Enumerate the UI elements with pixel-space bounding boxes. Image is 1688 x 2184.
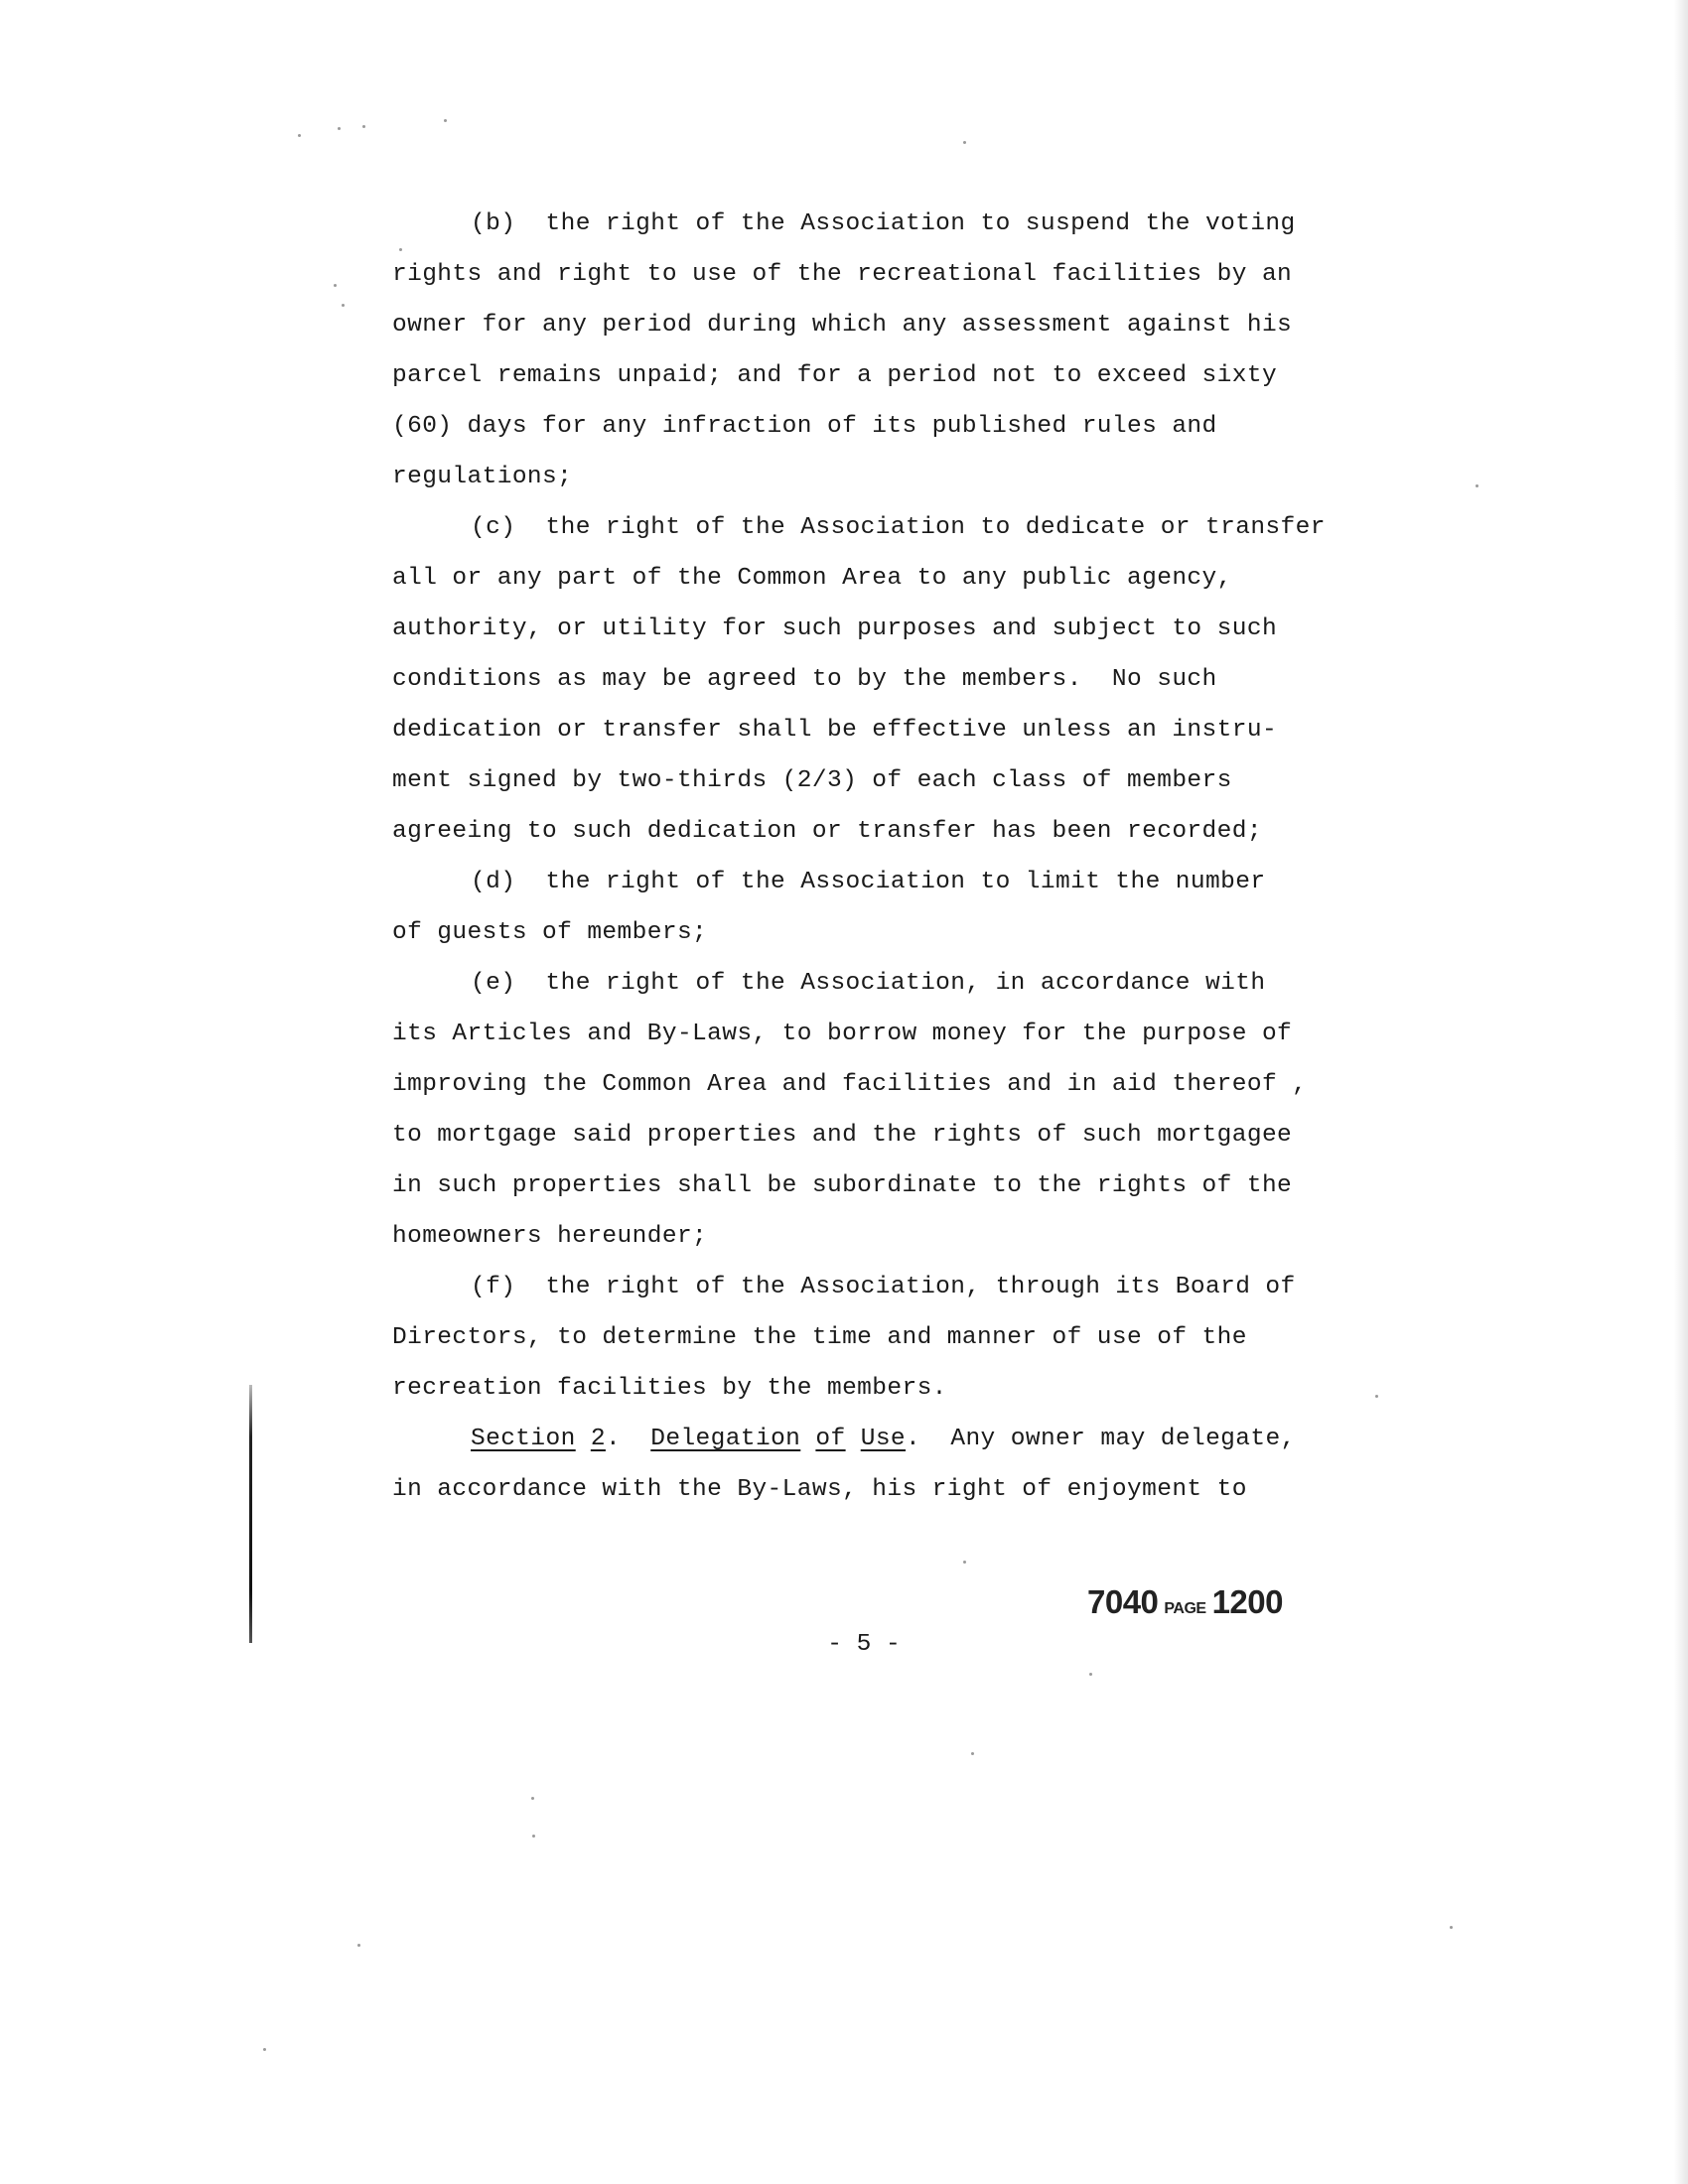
scan-speck: [532, 1835, 535, 1838]
recording-stamp: [1087, 1583, 1283, 1621]
scan-speck: [963, 141, 966, 144]
scan-speck: [263, 2048, 266, 2051]
section-2-line-2: in accordance with the By-Laws, his right of enjoyment to: [392, 1476, 1247, 1503]
body-text: [392, 199, 1345, 1515]
paragraph-c-line-2: all or any part of the Common Area to any public agency,: [392, 565, 1232, 592]
scan-speck: [334, 284, 337, 287]
paragraph-f-line-2: Directors, to determine the time and manner of use of the: [392, 1324, 1247, 1351]
paragraph-b-line-6: regulations;: [392, 464, 573, 490]
scan-speck: [1476, 484, 1478, 487]
section-2-lead-text: . Any owner may delegate,: [906, 1426, 1296, 1452]
paragraph-c-line-1: (c) the right of the Association to dedicate or transfer: [471, 514, 1326, 541]
scan-speck: [971, 1752, 974, 1755]
scan-speck: [399, 248, 402, 251]
section-title-delegation: Delegation: [650, 1426, 801, 1452]
paragraph-f-line-1: (f) the right of the Association, through its Board of: [471, 1274, 1296, 1300]
paragraph-e-line-6: homeowners hereunder;: [392, 1223, 708, 1250]
paragraph-e-line-2: its Articles and By-Laws, to borrow money for the purpose of: [392, 1021, 1293, 1047]
paragraph-c-line-4: conditions as may be agreed to by the members. No such: [392, 666, 1217, 693]
paragraph-b-line-4: parcel remains unpaid; and for a period not to exceed sixty: [392, 362, 1278, 389]
section-title-of: of: [815, 1426, 846, 1452]
recording-book-number: 7040: [1087, 1583, 1159, 1620]
scan-speck: [1375, 1395, 1378, 1398]
paragraph-e-line-4: to mortgage said properties and the rights of such mortgagee: [392, 1122, 1293, 1149]
scan-speck: [531, 1797, 534, 1800]
paragraph-f-line-3: recreation facilities by the members.: [392, 1375, 947, 1402]
section-number: 2: [590, 1426, 606, 1452]
paragraph-c-line-6: ment signed by two-thirds (2/3) of each class of members: [392, 767, 1232, 794]
scan-edge-shadow: [1674, 0, 1688, 2184]
paragraph-e-line-5: in such properties shall be subordinate to the rights of the: [392, 1172, 1293, 1199]
scan-speck: [1450, 1926, 1453, 1929]
paragraph-b-line-2: rights and right to use of the recreational facilities by an: [392, 261, 1293, 288]
scan-speck: [298, 134, 301, 137]
section-2-heading-line: Section 2. Delegation of Use. Any owner may delegate,: [471, 1426, 1296, 1452]
page-number: - 5 -: [827, 1631, 901, 1658]
paragraph-b-line-1: (b) the right of the Association to suspend the voting: [471, 210, 1296, 237]
paragraph-d-line-2: of guests of members;: [392, 919, 708, 946]
paragraph-e-line-1: (e) the right of the Association, in accordance with: [471, 970, 1266, 997]
paragraph-c-line-3: authority, or utility for such purposes and subject to such: [392, 615, 1278, 642]
paragraph-b-line-5: (60) days for any infraction of its published rules and: [392, 413, 1217, 440]
scan-speck: [963, 1561, 966, 1564]
paragraph-c-line-7: agreeing to such dedication or transfer has been recorded;: [392, 818, 1262, 845]
paragraph-d-line-1: (d) the right of the Association to limit the number: [471, 869, 1266, 895]
recording-page-number: 1200: [1211, 1583, 1283, 1620]
scan-speck: [444, 119, 447, 122]
scan-speck: [1089, 1673, 1092, 1676]
scan-speck: [342, 304, 345, 307]
section-title-use: Use: [860, 1426, 907, 1452]
paragraph-c-line-5: dedication or transfer shall be effective unless an instru-: [392, 717, 1278, 744]
scan-speck: [338, 127, 341, 130]
paragraph-b-line-3: owner for any period during which any assessment against his: [392, 312, 1293, 339]
recording-page-word: PAGE: [1164, 1600, 1206, 1617]
margin-vertical-line: [249, 1385, 252, 1643]
section-label: Section: [471, 1426, 576, 1452]
scan-speck: [362, 125, 365, 128]
scan-speck: [357, 1944, 360, 1947]
paragraph-e-line-3: improving the Common Area and facilities and in aid thereof ,: [392, 1071, 1308, 1098]
